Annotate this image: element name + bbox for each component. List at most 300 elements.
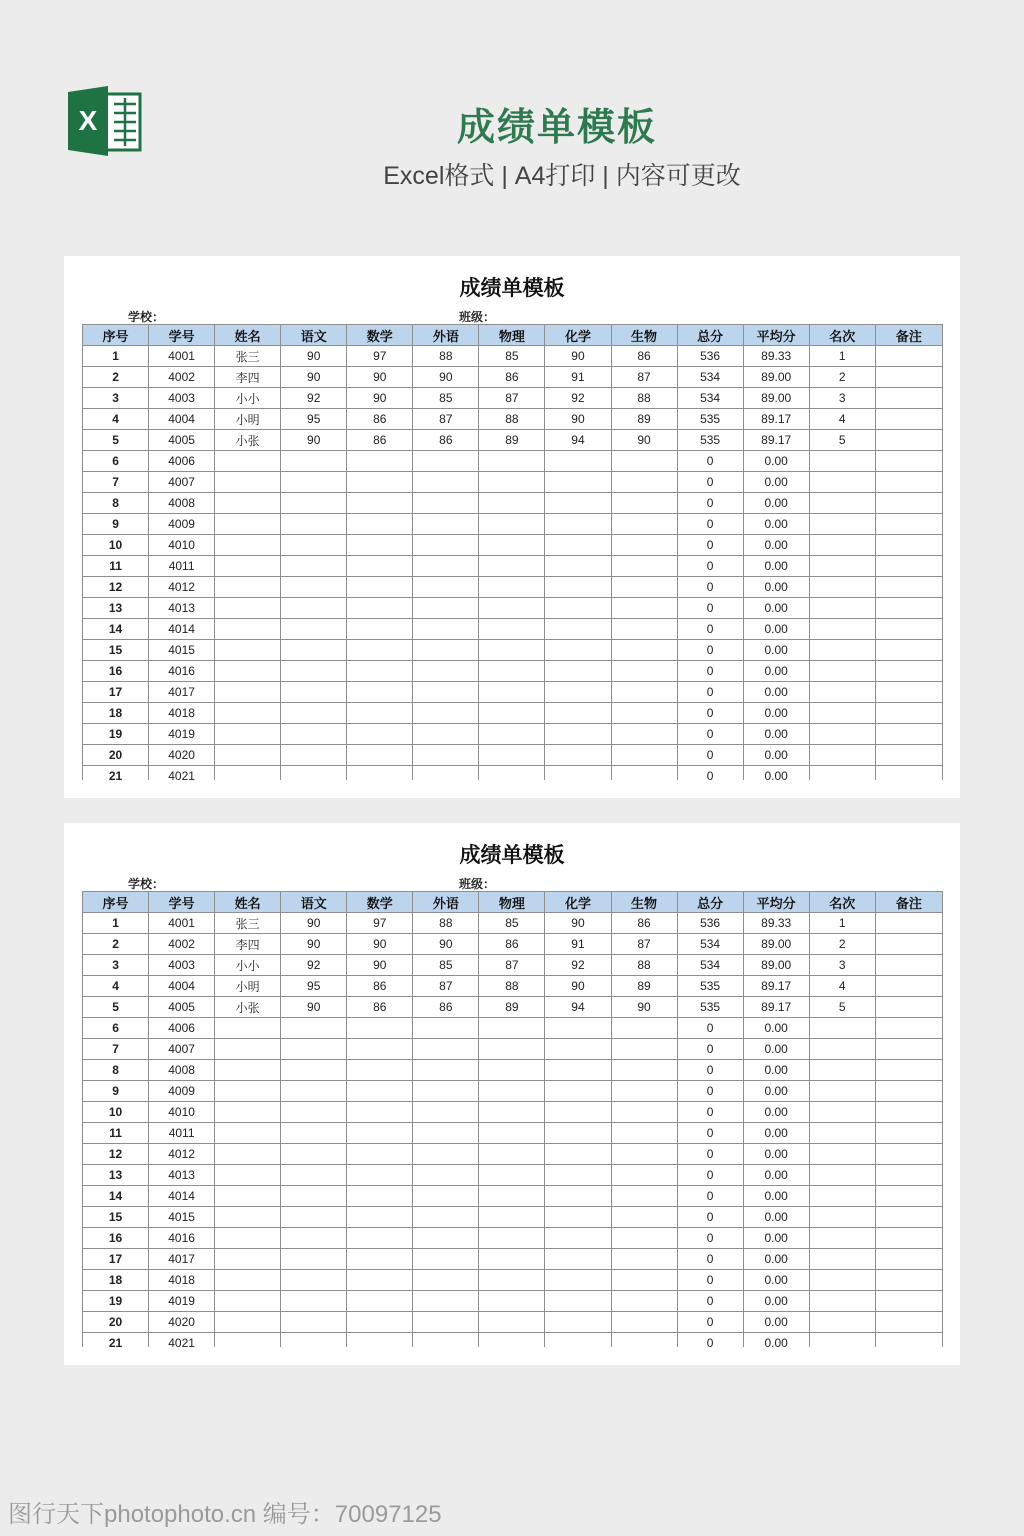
table-cell[interactable]: 0.00 — [743, 1123, 809, 1144]
table-cell[interactable] — [875, 1186, 942, 1207]
table-cell[interactable]: 89.00 — [743, 388, 809, 409]
table-cell[interactable]: 16 — [83, 661, 149, 682]
table-cell[interactable] — [215, 1270, 281, 1291]
table-cell[interactable] — [281, 535, 347, 556]
table-cell[interactable] — [479, 535, 545, 556]
table-cell[interactable] — [347, 1165, 413, 1186]
table-cell[interactable] — [875, 1081, 942, 1102]
table-cell[interactable]: 535 — [677, 997, 743, 1018]
table-cell[interactable] — [413, 1102, 479, 1123]
table-cell[interactable]: 6 — [83, 1018, 149, 1039]
table-cell[interactable] — [479, 493, 545, 514]
table-cell[interactable] — [281, 1312, 347, 1333]
table-cell[interactable]: 535 — [677, 409, 743, 430]
table-cell[interactable]: 张三 — [215, 346, 281, 367]
table-cell[interactable]: 19 — [83, 724, 149, 745]
table-cell[interactable]: 89.17 — [743, 430, 809, 451]
table-cell[interactable] — [545, 577, 611, 598]
table-cell[interactable] — [281, 1333, 347, 1348]
table-cell[interactable] — [281, 556, 347, 577]
table-cell[interactable]: 88 — [413, 913, 479, 934]
table-cell[interactable]: 4012 — [149, 577, 215, 598]
table-cell[interactable] — [347, 577, 413, 598]
table-cell[interactable] — [281, 1123, 347, 1144]
table-cell[interactable] — [413, 493, 479, 514]
table-cell[interactable] — [875, 976, 942, 997]
table-cell[interactable] — [215, 1165, 281, 1186]
table-cell[interactable] — [545, 724, 611, 745]
table-cell[interactable] — [413, 1186, 479, 1207]
table-cell[interactable] — [413, 1270, 479, 1291]
table-cell[interactable]: 4015 — [149, 1207, 215, 1228]
table-cell[interactable] — [545, 1249, 611, 1270]
table-cell[interactable] — [281, 1018, 347, 1039]
table-cell[interactable] — [347, 1333, 413, 1348]
table-cell[interactable] — [875, 556, 942, 577]
table-cell[interactable]: 0 — [677, 766, 743, 781]
table-cell[interactable]: 4001 — [149, 913, 215, 934]
table-cell[interactable] — [611, 724, 677, 745]
table-cell[interactable] — [281, 472, 347, 493]
table-cell[interactable] — [545, 1228, 611, 1249]
table-cell[interactable]: 0 — [677, 1060, 743, 1081]
table-cell[interactable] — [281, 514, 347, 535]
table-cell[interactable] — [413, 598, 479, 619]
table-cell[interactable]: 0.00 — [743, 1144, 809, 1165]
table-cell[interactable] — [809, 493, 875, 514]
table-cell[interactable]: 90 — [281, 997, 347, 1018]
table-cell[interactable]: 18 — [83, 703, 149, 724]
table-cell[interactable] — [809, 661, 875, 682]
table-cell[interactable] — [281, 1144, 347, 1165]
table-cell[interactable] — [809, 1333, 875, 1348]
table-cell[interactable] — [347, 703, 413, 724]
table-cell[interactable]: 0.00 — [743, 1291, 809, 1312]
table-cell[interactable] — [875, 388, 942, 409]
table-cell[interactable]: 4 — [809, 409, 875, 430]
table-cell[interactable]: 90 — [281, 430, 347, 451]
table-cell[interactable] — [281, 745, 347, 766]
table-cell[interactable]: 0 — [677, 1144, 743, 1165]
table-cell[interactable] — [875, 1102, 942, 1123]
table-cell[interactable] — [545, 1270, 611, 1291]
table-cell[interactable]: 90 — [281, 367, 347, 388]
table-cell[interactable] — [809, 514, 875, 535]
table-cell[interactable]: 8 — [83, 493, 149, 514]
table-cell[interactable]: 89 — [479, 997, 545, 1018]
table-cell[interactable] — [347, 472, 413, 493]
table-cell[interactable] — [347, 682, 413, 703]
table-cell[interactable] — [281, 703, 347, 724]
table-cell[interactable]: 9 — [83, 1081, 149, 1102]
table-cell[interactable]: 0.00 — [743, 640, 809, 661]
table-cell[interactable] — [809, 1144, 875, 1165]
table-cell[interactable] — [545, 1186, 611, 1207]
table-cell[interactable]: 88 — [611, 955, 677, 976]
table-cell[interactable]: 0.00 — [743, 1333, 809, 1348]
table-cell[interactable]: 1 — [83, 346, 149, 367]
table-cell[interactable]: 4008 — [149, 493, 215, 514]
table-cell[interactable]: 90 — [545, 976, 611, 997]
table-cell[interactable] — [479, 1102, 545, 1123]
table-cell[interactable] — [545, 1291, 611, 1312]
table-cell[interactable]: 89.17 — [743, 976, 809, 997]
table-cell[interactable]: 0 — [677, 1207, 743, 1228]
table-cell[interactable] — [215, 1333, 281, 1348]
table-cell[interactable] — [611, 682, 677, 703]
table-cell[interactable] — [875, 913, 942, 934]
table-cell[interactable]: 97 — [347, 913, 413, 934]
table-cell[interactable] — [875, 1249, 942, 1270]
table-cell[interactable]: 4014 — [149, 619, 215, 640]
table-cell[interactable] — [545, 1165, 611, 1186]
table-cell[interactable] — [875, 367, 942, 388]
table-cell[interactable] — [545, 1312, 611, 1333]
table-cell[interactable]: 13 — [83, 598, 149, 619]
table-cell[interactable]: 李四 — [215, 934, 281, 955]
table-cell[interactable]: 92 — [281, 955, 347, 976]
table-cell[interactable]: 0.00 — [743, 493, 809, 514]
table-cell[interactable]: 0 — [677, 661, 743, 682]
table-cell[interactable] — [413, 577, 479, 598]
table-cell[interactable]: 0 — [677, 703, 743, 724]
table-cell[interactable]: 12 — [83, 1144, 149, 1165]
table-cell[interactable] — [809, 1207, 875, 1228]
table-cell[interactable]: 90 — [413, 367, 479, 388]
table-cell[interactable] — [281, 1081, 347, 1102]
table-cell[interactable]: 95 — [281, 409, 347, 430]
table-cell[interactable] — [479, 472, 545, 493]
table-cell[interactable] — [545, 1081, 611, 1102]
table-cell[interactable]: 86 — [479, 934, 545, 955]
table-cell[interactable]: 87 — [611, 367, 677, 388]
table-cell[interactable]: 94 — [545, 430, 611, 451]
table-cell[interactable] — [809, 1060, 875, 1081]
table-cell[interactable]: 21 — [83, 766, 149, 781]
table-cell[interactable]: 4010 — [149, 535, 215, 556]
table-cell[interactable] — [545, 493, 611, 514]
table-cell[interactable] — [479, 1312, 545, 1333]
table-cell[interactable] — [215, 1081, 281, 1102]
table-cell[interactable]: 1 — [809, 913, 875, 934]
table-cell[interactable] — [413, 682, 479, 703]
table-cell[interactable] — [281, 1186, 347, 1207]
table-cell[interactable]: 534 — [677, 388, 743, 409]
table-cell[interactable]: 0 — [677, 493, 743, 514]
table-cell[interactable] — [611, 1081, 677, 1102]
table-cell[interactable]: 19 — [83, 1291, 149, 1312]
table-cell[interactable] — [875, 955, 942, 976]
table-cell[interactable] — [479, 1144, 545, 1165]
table-cell[interactable]: 4020 — [149, 1312, 215, 1333]
table-cell[interactable]: 9 — [83, 514, 149, 535]
table-cell[interactable] — [215, 1102, 281, 1123]
table-cell[interactable] — [875, 1144, 942, 1165]
table-cell[interactable] — [875, 997, 942, 1018]
table-cell[interactable] — [479, 1039, 545, 1060]
table-cell[interactable] — [479, 703, 545, 724]
table-cell[interactable] — [809, 598, 875, 619]
table-cell[interactable]: 4009 — [149, 514, 215, 535]
table-cell[interactable] — [347, 661, 413, 682]
table-cell[interactable]: 0 — [677, 1291, 743, 1312]
table-cell[interactable]: 1 — [809, 346, 875, 367]
table-cell[interactable] — [347, 1060, 413, 1081]
table-cell[interactable] — [809, 640, 875, 661]
table-cell[interactable]: 89.00 — [743, 367, 809, 388]
table-cell[interactable]: 0 — [677, 1123, 743, 1144]
table-cell[interactable] — [281, 577, 347, 598]
table-cell[interactable] — [875, 934, 942, 955]
table-cell[interactable] — [215, 1186, 281, 1207]
table-cell[interactable] — [413, 1123, 479, 1144]
table-cell[interactable] — [479, 745, 545, 766]
table-cell[interactable] — [281, 1207, 347, 1228]
table-cell[interactable] — [347, 556, 413, 577]
table-cell[interactable]: 4003 — [149, 955, 215, 976]
table-cell[interactable] — [611, 1249, 677, 1270]
table-cell[interactable]: 535 — [677, 976, 743, 997]
table-cell[interactable]: 4004 — [149, 409, 215, 430]
table-cell[interactable]: 4013 — [149, 598, 215, 619]
table-cell[interactable] — [479, 1333, 545, 1348]
table-cell[interactable] — [479, 1186, 545, 1207]
table-cell[interactable] — [281, 1270, 347, 1291]
table-cell[interactable] — [479, 619, 545, 640]
table-cell[interactable] — [611, 703, 677, 724]
table-cell[interactable] — [875, 1312, 942, 1333]
table-cell[interactable]: 89 — [611, 976, 677, 997]
table-cell[interactable]: 89 — [479, 430, 545, 451]
table-cell[interactable] — [479, 661, 545, 682]
table-cell[interactable] — [215, 745, 281, 766]
table-cell[interactable] — [479, 1081, 545, 1102]
table-cell[interactable] — [215, 535, 281, 556]
table-cell[interactable]: 5 — [83, 430, 149, 451]
table-cell[interactable] — [545, 661, 611, 682]
table-cell[interactable] — [281, 724, 347, 745]
table-cell[interactable] — [809, 1123, 875, 1144]
table-cell[interactable]: 86 — [347, 997, 413, 1018]
table-cell[interactable] — [479, 598, 545, 619]
table-cell[interactable] — [875, 409, 942, 430]
table-cell[interactable]: 5 — [809, 430, 875, 451]
table-cell[interactable] — [875, 682, 942, 703]
table-cell[interactable] — [479, 1291, 545, 1312]
table-cell[interactable] — [545, 1144, 611, 1165]
table-cell[interactable]: 85 — [413, 388, 479, 409]
table-cell[interactable]: 4019 — [149, 1291, 215, 1312]
table-cell[interactable] — [281, 619, 347, 640]
table-cell[interactable] — [215, 493, 281, 514]
table-cell[interactable]: 21 — [83, 1333, 149, 1348]
table-cell[interactable]: 4019 — [149, 724, 215, 745]
table-cell[interactable]: 0 — [677, 598, 743, 619]
table-cell[interactable]: 0.00 — [743, 1228, 809, 1249]
table-cell[interactable]: 4006 — [149, 1018, 215, 1039]
table-cell[interactable] — [611, 1144, 677, 1165]
table-cell[interactable]: 0.00 — [743, 1312, 809, 1333]
table-cell[interactable]: 小张 — [215, 997, 281, 1018]
table-cell[interactable]: 0 — [677, 1081, 743, 1102]
table-cell[interactable]: 4017 — [149, 1249, 215, 1270]
table-cell[interactable]: 87 — [611, 934, 677, 955]
table-cell[interactable]: 90 — [611, 997, 677, 1018]
table-cell[interactable]: 0 — [677, 619, 743, 640]
table-cell[interactable] — [347, 1312, 413, 1333]
table-cell[interactable] — [479, 451, 545, 472]
table-cell[interactable]: 88 — [479, 976, 545, 997]
table-cell[interactable] — [875, 1018, 942, 1039]
table-cell[interactable] — [545, 1102, 611, 1123]
table-cell[interactable]: 89.00 — [743, 955, 809, 976]
table-cell[interactable]: 87 — [479, 388, 545, 409]
table-cell[interactable] — [875, 745, 942, 766]
table-cell[interactable] — [413, 1312, 479, 1333]
table-cell[interactable] — [875, 1060, 942, 1081]
table-cell[interactable] — [347, 1228, 413, 1249]
table-cell[interactable]: 20 — [83, 1312, 149, 1333]
table-cell[interactable] — [347, 1249, 413, 1270]
table-cell[interactable]: 86 — [413, 430, 479, 451]
table-cell[interactable] — [809, 451, 875, 472]
table-cell[interactable]: 4021 — [149, 1333, 215, 1348]
table-cell[interactable] — [215, 577, 281, 598]
table-cell[interactable] — [479, 1228, 545, 1249]
table-cell[interactable] — [611, 1186, 677, 1207]
table-cell[interactable] — [347, 1018, 413, 1039]
table-cell[interactable]: 90 — [347, 934, 413, 955]
table-cell[interactable] — [875, 703, 942, 724]
table-cell[interactable] — [347, 1291, 413, 1312]
table-cell[interactable] — [875, 472, 942, 493]
table-cell[interactable] — [809, 1291, 875, 1312]
table-cell[interactable] — [611, 1312, 677, 1333]
table-cell[interactable] — [611, 1060, 677, 1081]
table-cell[interactable]: 0 — [677, 1102, 743, 1123]
table-cell[interactable] — [875, 619, 942, 640]
table-cell[interactable]: 17 — [83, 682, 149, 703]
table-cell[interactable]: 0.00 — [743, 472, 809, 493]
table-cell[interactable]: 0.00 — [743, 451, 809, 472]
table-cell[interactable] — [611, 661, 677, 682]
table-cell[interactable]: 0.00 — [743, 1165, 809, 1186]
table-cell[interactable]: 0.00 — [743, 1249, 809, 1270]
table-cell[interactable] — [215, 1039, 281, 1060]
table-cell[interactable] — [347, 1039, 413, 1060]
table-cell[interactable] — [413, 703, 479, 724]
table-cell[interactable]: 2 — [809, 367, 875, 388]
table-cell[interactable]: 11 — [83, 556, 149, 577]
table-cell[interactable] — [875, 577, 942, 598]
table-cell[interactable] — [215, 1060, 281, 1081]
table-cell[interactable]: 0 — [677, 514, 743, 535]
table-cell[interactable] — [809, 1186, 875, 1207]
table-cell[interactable] — [413, 1228, 479, 1249]
table-cell[interactable] — [413, 619, 479, 640]
table-cell[interactable]: 90 — [611, 430, 677, 451]
table-cell[interactable]: 0 — [677, 1018, 743, 1039]
table-cell[interactable]: 4009 — [149, 1081, 215, 1102]
table-cell[interactable] — [545, 1039, 611, 1060]
table-cell[interactable] — [413, 1333, 479, 1348]
table-cell[interactable]: 0.00 — [743, 682, 809, 703]
table-cell[interactable]: 17 — [83, 1249, 149, 1270]
table-cell[interactable] — [281, 1060, 347, 1081]
table-cell[interactable]: 20 — [83, 745, 149, 766]
table-cell[interactable] — [809, 535, 875, 556]
table-cell[interactable]: 4 — [83, 409, 149, 430]
table-cell[interactable]: 小张 — [215, 430, 281, 451]
table-cell[interactable]: 91 — [545, 367, 611, 388]
table-cell[interactable] — [545, 766, 611, 781]
table-cell[interactable]: 14 — [83, 619, 149, 640]
table-cell[interactable] — [611, 1018, 677, 1039]
table-cell[interactable]: 4006 — [149, 451, 215, 472]
table-cell[interactable] — [809, 766, 875, 781]
table-cell[interactable] — [413, 1144, 479, 1165]
table-cell[interactable] — [347, 1102, 413, 1123]
table-cell[interactable] — [413, 451, 479, 472]
table-cell[interactable] — [281, 640, 347, 661]
table-cell[interactable]: 4011 — [149, 556, 215, 577]
table-cell[interactable] — [479, 1270, 545, 1291]
table-cell[interactable]: 89.00 — [743, 934, 809, 955]
table-cell[interactable] — [281, 1102, 347, 1123]
table-cell[interactable]: 0.00 — [743, 577, 809, 598]
table-cell[interactable]: 0 — [677, 577, 743, 598]
table-cell[interactable]: 0.00 — [743, 745, 809, 766]
table-cell[interactable]: 87 — [413, 409, 479, 430]
table-cell[interactable] — [347, 640, 413, 661]
table-cell[interactable] — [281, 661, 347, 682]
table-cell[interactable] — [479, 556, 545, 577]
table-cell[interactable] — [347, 1081, 413, 1102]
table-cell[interactable] — [611, 577, 677, 598]
table-cell[interactable] — [611, 1228, 677, 1249]
table-cell[interactable] — [875, 598, 942, 619]
table-cell[interactable] — [809, 703, 875, 724]
table-cell[interactable]: 4002 — [149, 934, 215, 955]
table-cell[interactable]: 小小 — [215, 955, 281, 976]
table-cell[interactable] — [347, 1144, 413, 1165]
table-cell[interactable] — [479, 1165, 545, 1186]
table-cell[interactable]: 0 — [677, 1165, 743, 1186]
table-cell[interactable]: 90 — [545, 346, 611, 367]
table-cell[interactable] — [545, 1333, 611, 1348]
table-cell[interactable]: 86 — [479, 367, 545, 388]
table-cell[interactable]: 4016 — [149, 661, 215, 682]
table-cell[interactable] — [281, 1039, 347, 1060]
table-cell[interactable] — [413, 1060, 479, 1081]
table-cell[interactable] — [875, 1291, 942, 1312]
table-cell[interactable]: 4014 — [149, 1186, 215, 1207]
table-cell[interactable]: 5 — [809, 997, 875, 1018]
table-cell[interactable]: 90 — [347, 955, 413, 976]
table-cell[interactable] — [215, 514, 281, 535]
table-cell[interactable] — [545, 682, 611, 703]
table-cell[interactable]: 536 — [677, 913, 743, 934]
table-cell[interactable]: 5 — [83, 997, 149, 1018]
table-cell[interactable] — [809, 1102, 875, 1123]
table-cell[interactable] — [281, 1228, 347, 1249]
table-cell[interactable]: 0.00 — [743, 1039, 809, 1060]
table-cell[interactable]: 0 — [677, 1039, 743, 1060]
table-cell[interactable]: 小小 — [215, 388, 281, 409]
table-cell[interactable]: 14 — [83, 1186, 149, 1207]
table-cell[interactable]: 535 — [677, 430, 743, 451]
table-cell[interactable] — [413, 1249, 479, 1270]
